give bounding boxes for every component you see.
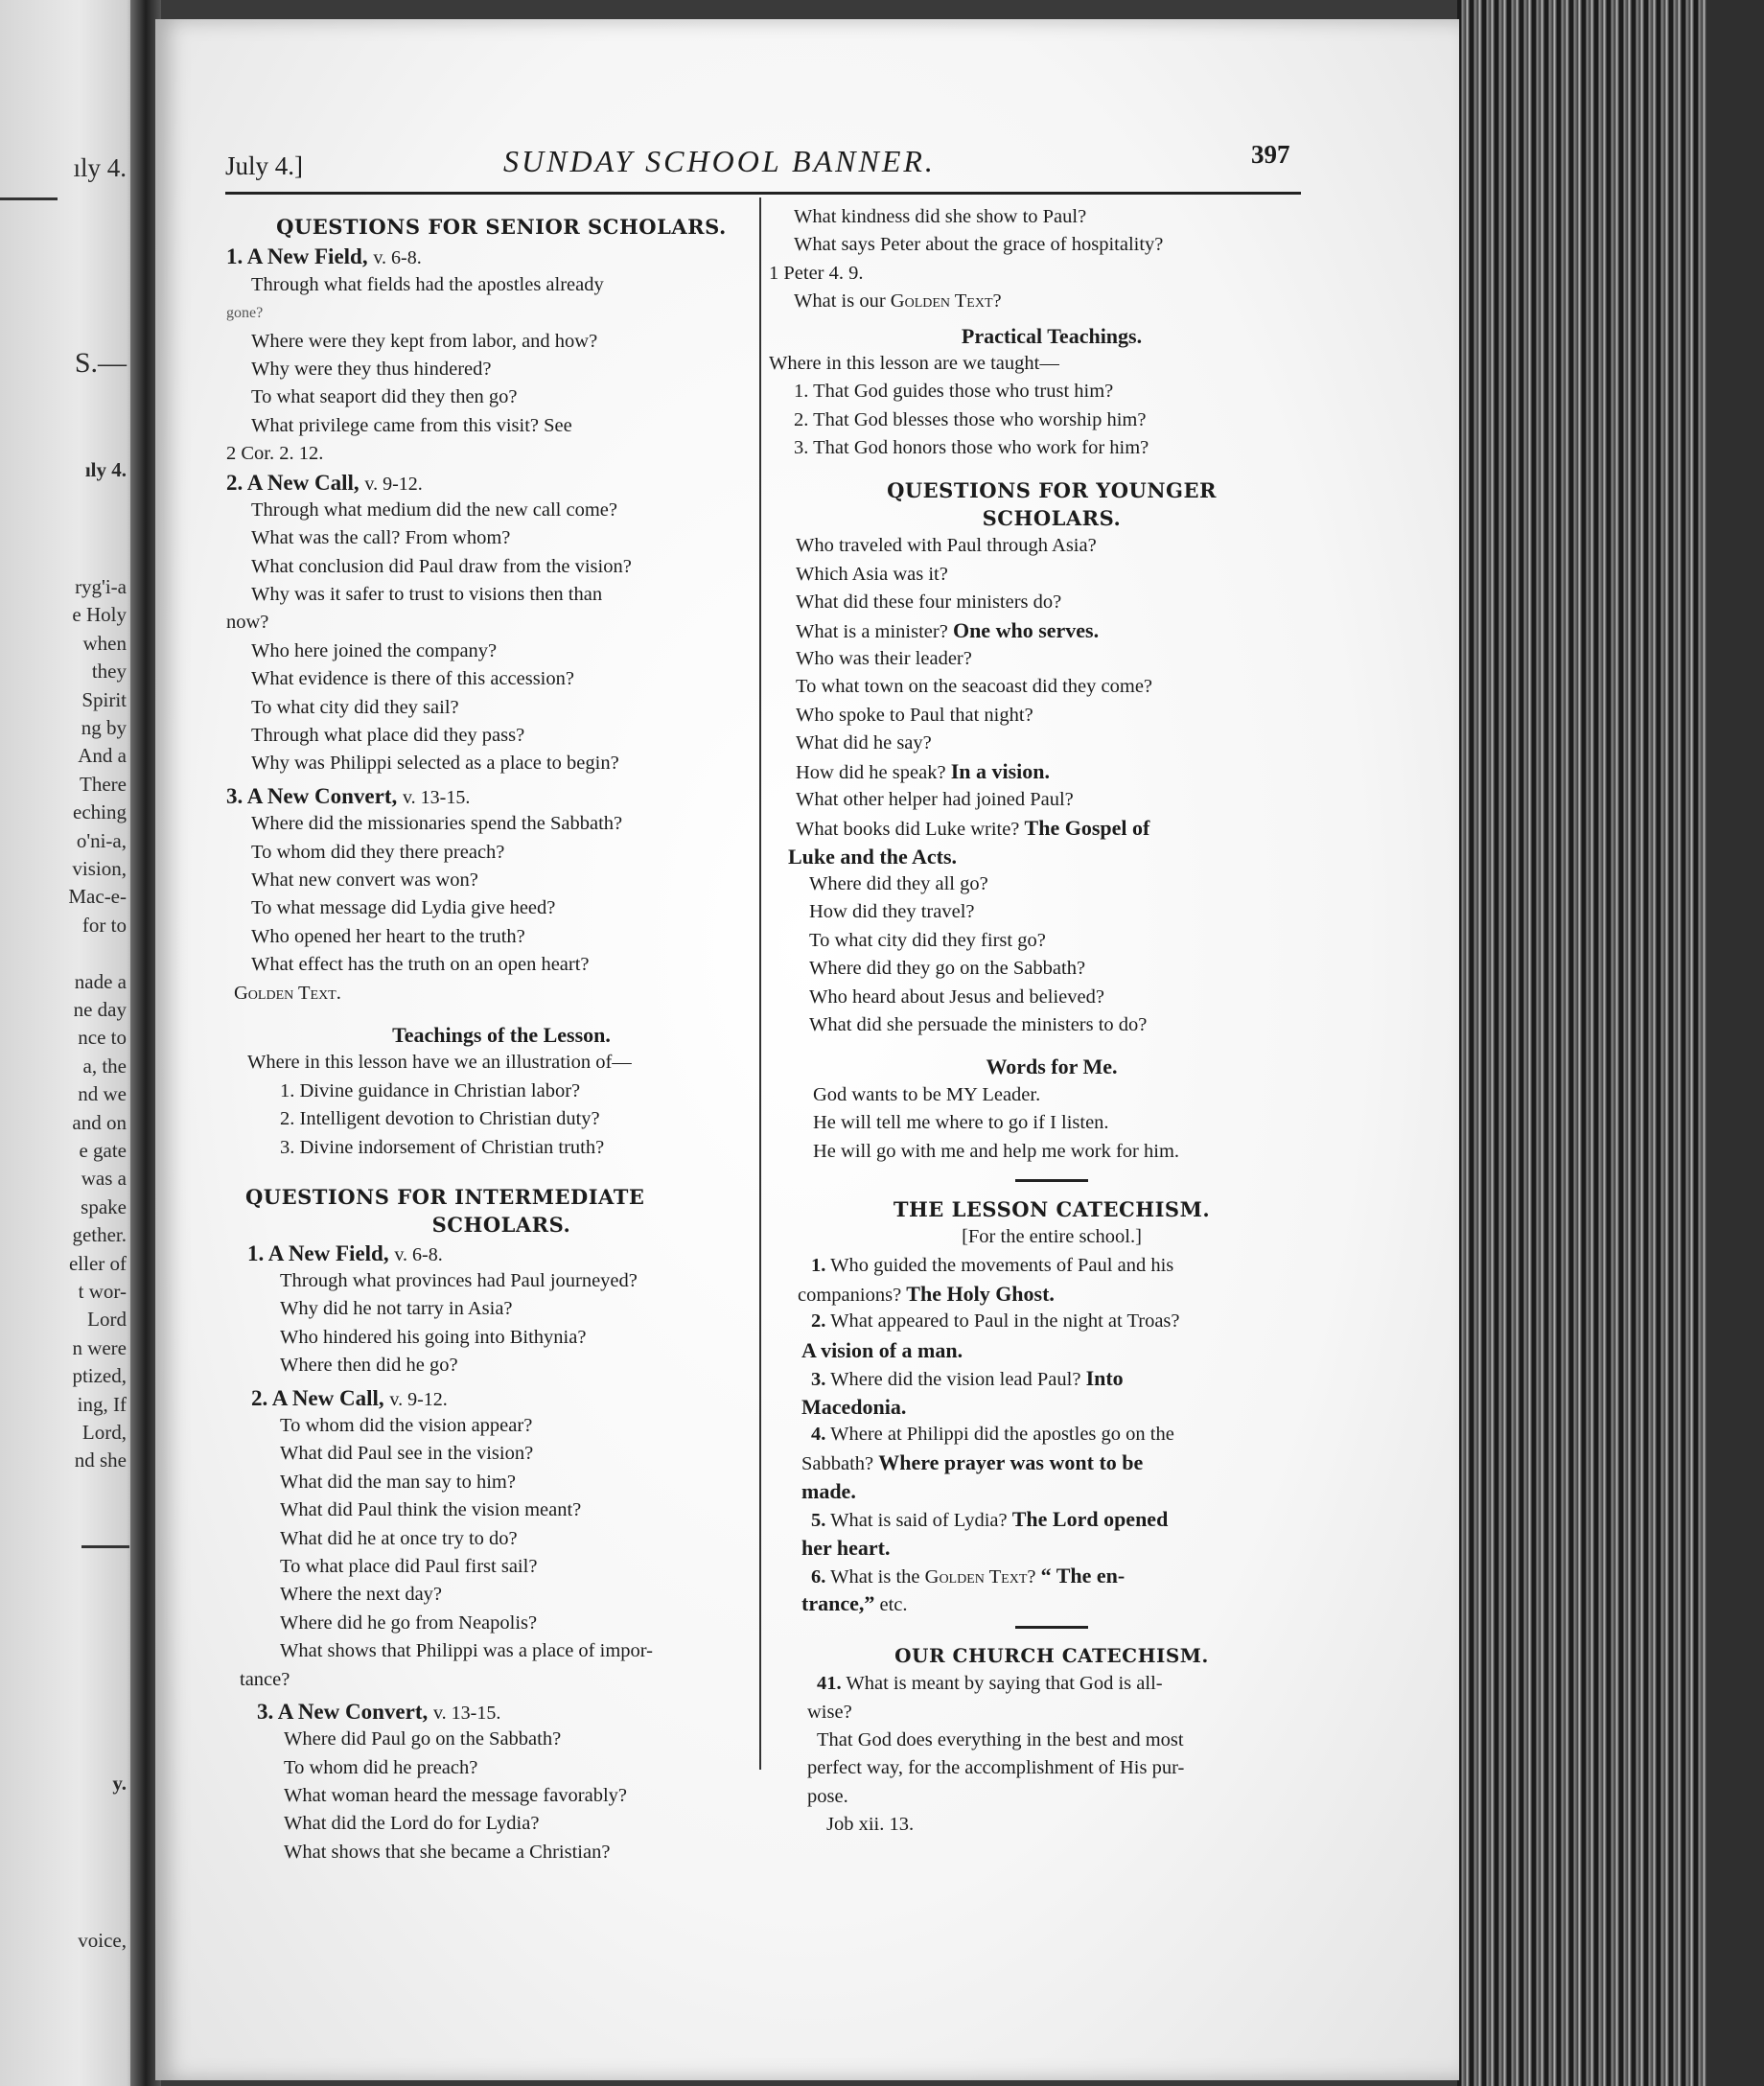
question	[226, 271, 777, 299]
question: Who was their leader?	[796, 647, 972, 669]
question-number: 3.	[811, 1369, 826, 1391]
catechism-heading: THE LESSON CATECHISM.	[893, 1196, 1211, 1221]
left-line-fragment: was a	[81, 1167, 127, 1191]
question-text: How did he speak?	[796, 762, 946, 784]
answer: Where prayer was wont to be	[878, 1450, 1144, 1475]
left-line-fragment: ng by	[81, 716, 127, 739]
question: gone?	[226, 305, 264, 322]
practical-heading: Practical Teachings.	[961, 323, 1143, 348]
question: Who hindered his going into Bithynia?	[280, 1326, 587, 1348]
question: What was the call? From whom?	[251, 527, 511, 549]
question: Through what place did they pass?	[251, 725, 525, 747]
question: What other helper had joined Paul?	[796, 788, 1074, 810]
question-number: 4.	[811, 1424, 826, 1446]
question: Which Asia was it?	[796, 563, 948, 585]
question-number: 1.	[811, 1254, 826, 1276]
church-heading: OUR CHURCH CATECHISM.	[894, 1643, 1209, 1667]
younger-heading: QUESTIONS FOR YOUNGER	[887, 477, 1217, 502]
golden-text-label: Golden Text	[890, 290, 993, 313]
intermediate-heading	[226, 1183, 777, 1211]
answer: The Lord opened	[1011, 1507, 1169, 1532]
answer: made.	[801, 1478, 856, 1503]
left-line-fragment: nade a	[74, 969, 127, 993]
question: To whom did they there preach?	[251, 841, 505, 863]
words-line: God wants to be MY Leader.	[813, 1083, 1041, 1105]
teachings-heading: Teachings of the Lesson.	[392, 1022, 611, 1047]
section-title-text: 2. A New Call,	[251, 1385, 384, 1410]
question: What did the man say to him?	[280, 1471, 516, 1493]
question: Where the next day?	[280, 1584, 443, 1606]
teaching-item: 3. Divine indorsement of Christian truth?	[280, 1136, 605, 1158]
left-line-fragment: a, the	[82, 1054, 127, 1078]
right-column	[769, 203, 1335, 1839]
left-line-fragment: eller of	[68, 1251, 127, 1275]
question: What effect has the truth on an open heart?	[251, 954, 590, 976]
question: Where did they all go?	[809, 872, 988, 894]
answer: “ The en-	[1040, 1563, 1126, 1588]
question-text: What is the	[830, 1565, 920, 1588]
answer: Macedonia.	[801, 1394, 907, 1419]
question	[769, 616, 1335, 644]
question-mark: ?	[992, 290, 1002, 313]
question: To what message did Lydia give heed?	[251, 897, 556, 919]
teaching-item: 1. Divine guidance in Christian labor?	[280, 1079, 581, 1101]
question: To whom did the vision appear?	[280, 1415, 533, 1437]
question	[769, 814, 1335, 842]
question: What did she persuade the ministers to do?	[809, 1013, 1148, 1035]
question: What did Paul think the vision meant?	[280, 1499, 582, 1521]
section-title	[226, 1240, 777, 1267]
question: To what place did Paul first sail?	[280, 1555, 538, 1577]
question: Where were they kept from labor, and how?	[251, 330, 598, 352]
section-title-text: 1. A New Field,	[226, 244, 368, 269]
answer-suffix: etc.	[879, 1594, 908, 1616]
header-rule	[225, 192, 1301, 195]
left-line-fragment: nce to	[78, 1026, 127, 1050]
question: What says Peter about the grace of hospitality?	[794, 234, 1164, 256]
church-question	[769, 1670, 1335, 1698]
question: Where did he go from Neapolis?	[280, 1611, 538, 1634]
intermediate-heading-2: SCHOLARS.	[431, 1213, 571, 1238]
question-text: What is meant by saying that God is all-	[846, 1673, 1163, 1695]
intermediate-heading-text: QUESTIONS FOR INTERMEDIATE	[245, 1184, 645, 1209]
words-line: He will go with me and help me work for him.	[813, 1140, 1180, 1162]
catechism-question	[769, 1252, 1335, 1280]
section-title-text: 3. A New Convert,	[226, 783, 398, 808]
words-line: He will tell me where to go if I listen.	[813, 1112, 1109, 1134]
question: What did the Lord do for Lydia?	[284, 1813, 540, 1835]
left-line-fragment: when	[82, 631, 127, 655]
answer: In a vision.	[950, 759, 1051, 784]
question: What privilege came from this visit? See	[251, 414, 572, 436]
question: Where then did he go?	[280, 1355, 458, 1377]
practical-item: 3. That God honors those who work for him?	[794, 437, 1149, 459]
practical-intro: Where in this lesson are we taught—	[769, 352, 1059, 374]
question: 2 Cor. 2. 12.	[226, 443, 324, 465]
question-text: Where at Philippi did the apostles go on the	[830, 1424, 1174, 1446]
practical-item: 1. That God guides those who trust him?	[794, 381, 1114, 403]
section-title	[226, 1698, 777, 1726]
left-line-fragment: e gate	[79, 1139, 127, 1162]
question: To whom did he preach?	[284, 1756, 478, 1778]
question: What did Paul see in the vision?	[280, 1443, 534, 1465]
question-text: Who guided the movements of Paul and his	[830, 1254, 1174, 1276]
answer: The Gospel of	[1024, 816, 1150, 841]
church-answer: That God does everything in the best and most	[817, 1728, 1184, 1750]
section-ref: v. 9-12.	[389, 1388, 448, 1410]
golden-text-ref: Golden Text.	[234, 982, 341, 1004]
question: What shows that she became a Christian?	[284, 1841, 611, 1863]
section-title-text: 1. A New Field,	[247, 1240, 389, 1265]
senior-heading: QUESTIONS FOR SENIOR SCHOLARS.	[276, 215, 727, 239]
catechism-question	[769, 1505, 1335, 1533]
section-rule	[1015, 1626, 1088, 1629]
question: now?	[226, 612, 269, 634]
catechism-subheading: [For the entire school.]	[962, 1226, 1142, 1248]
question: Why was it safer to trust to visions then than	[251, 584, 603, 606]
question: What did these four ministers do?	[796, 591, 1062, 614]
left-line-fragment: ing, If	[77, 1392, 127, 1416]
answer: Into	[1085, 1366, 1124, 1391]
left-line-fragment: And a	[78, 744, 127, 768]
question: Where did Paul go on the Sabbath?	[284, 1728, 562, 1750]
section-title	[226, 782, 777, 810]
golden-text-label: Golden Text	[924, 1565, 1028, 1588]
question: Through what provinces had Paul journeyed?	[280, 1270, 638, 1292]
question-text: What is our	[794, 290, 886, 313]
left-line-fragment: ne day	[73, 998, 127, 1021]
question: Who heard about Jesus and believed?	[809, 985, 1104, 1008]
church-ref: Job xii. 13.	[826, 1814, 915, 1836]
question: Who spoke to Paul that night?	[796, 704, 1033, 726]
left-bottom-fragment: y.	[112, 1772, 127, 1795]
question: What evidence is there of this accession?	[251, 668, 574, 690]
question: Who here joined the company?	[251, 639, 498, 661]
question	[769, 288, 1335, 315]
left-page-fragment	[0, 0, 144, 2086]
left-line-fragment: o'ni-a,	[76, 828, 127, 852]
question-number: 6.	[811, 1565, 826, 1588]
left-line-fragment: Mac-e-	[68, 885, 127, 909]
question-mark: ?	[1027, 1565, 1036, 1588]
left-line-fragment: they	[91, 660, 127, 684]
catechism-question	[769, 1562, 1335, 1589]
left-line-fragment: There	[80, 772, 127, 796]
teachings-intro: Where in this lesson have we an illustration of—	[247, 1052, 632, 1074]
question: What shows that Philippi was a place of impor-	[280, 1640, 654, 1662]
left-line-fragment: nd we	[78, 1082, 127, 1106]
section-rule	[1015, 1179, 1088, 1182]
left-line-fragment: n were	[72, 1335, 127, 1359]
question: Why were they thus hindered?	[251, 358, 492, 380]
church-answer: pose.	[807, 1785, 848, 1807]
question: Why was Philippi selected as a place to begin?	[251, 753, 619, 775]
church-answer: perfect way, for the accomplishment of His pur-	[807, 1757, 1185, 1779]
left-line-fragment: Lord,	[81, 1421, 127, 1444]
left-line-fragment: vision,	[72, 857, 127, 880]
left-rule	[81, 1545, 129, 1548]
question: What did he say?	[796, 732, 932, 754]
question-text: Sabbath?	[801, 1453, 874, 1475]
question: tance?	[240, 1668, 290, 1690]
left-header-fragment: ıly 4.	[73, 153, 127, 182]
catechism-question	[769, 1280, 1335, 1308]
catechism-question	[769, 1449, 1335, 1476]
answer: Luke and the Acts.	[788, 844, 958, 869]
answer: The Holy Ghost.	[906, 1282, 1055, 1307]
answer: trance,”	[801, 1591, 875, 1616]
younger-heading-2: SCHOLARS.	[982, 505, 1122, 530]
question-text: Where did the vision lead Paul?	[830, 1369, 1081, 1391]
question: What new convert was won?	[251, 869, 478, 891]
answer: A vision of a man.	[801, 1337, 963, 1362]
question	[769, 757, 1335, 785]
section-title	[226, 1384, 777, 1412]
question: 1 Peter 4. 9.	[769, 262, 864, 284]
left-line-fragment: Lord	[87, 1308, 127, 1332]
question-text: companions?	[798, 1285, 902, 1307]
page-number: 397	[1251, 140, 1290, 169]
practical-item: 2. That God blesses those who worship him?	[794, 408, 1147, 430]
question: What woman heard the message favorably?	[284, 1785, 628, 1807]
question: To what city did they first go?	[809, 929, 1046, 951]
section-title	[226, 243, 777, 270]
catechism-question	[769, 1308, 1335, 1335]
answer: One who serves.	[952, 618, 1100, 643]
church-question: wise?	[807, 1701, 852, 1723]
left-line-fragment: ryg'i-a	[75, 575, 127, 598]
section-ref: v. 6-8.	[373, 247, 422, 269]
left-line-fragment: ptized,	[72, 1364, 127, 1388]
left-line-fragment: spake	[81, 1194, 127, 1218]
question-number: 5.	[811, 1510, 826, 1532]
section-title-text: 2. A New Call,	[226, 470, 360, 495]
question-number: 41.	[817, 1673, 842, 1695]
left-line-fragment: and on	[72, 1110, 127, 1134]
left-column	[226, 203, 777, 1866]
question-text: What is a minister?	[796, 621, 948, 643]
question: Who opened her heart to the truth?	[251, 925, 525, 947]
question: To what seaport did they then go?	[251, 386, 518, 408]
section-ref: v. 6-8.	[394, 1243, 443, 1265]
section-ref: v. 13-15.	[402, 786, 471, 808]
page-edges	[1457, 0, 1764, 2086]
question-text: What is said of Lydia?	[830, 1510, 1008, 1532]
teaching-item: 2. Intelligent devotion to Christian duty?	[280, 1108, 600, 1130]
left-label-fragment: ıly 4.	[84, 458, 127, 481]
question: What did he at once try to do?	[280, 1527, 518, 1549]
section-title-text: 3. A New Convert,	[257, 1699, 429, 1724]
catechism-question	[769, 1364, 1335, 1392]
question: Who traveled with Paul through Asia?	[796, 535, 1097, 557]
question: How did they travel?	[809, 901, 975, 923]
question-text: Through what fields had the apostles already	[251, 273, 604, 295]
left-line-fragment: gether.	[72, 1223, 127, 1247]
catechism-question	[769, 1421, 1335, 1449]
question: Where did they go on the Sabbath?	[809, 958, 1086, 980]
section-title	[226, 469, 777, 497]
header-date: July 4.]	[225, 151, 303, 180]
answer-line	[769, 1589, 1335, 1617]
left-line-fragment: Spirit	[81, 687, 127, 711]
answer: her heart.	[801, 1535, 891, 1560]
question: What kindness did she show to Paul?	[794, 206, 1087, 227]
section-ref: v. 13-15.	[432, 1702, 501, 1724]
left-line-fragment: nd she	[74, 1449, 127, 1472]
question: What conclusion did Paul draw from the vision?	[251, 555, 632, 577]
question: To what city did they sail?	[251, 696, 459, 718]
left-bottom-fragment: voice,	[78, 1929, 127, 1952]
left-header-rule	[0, 197, 58, 200]
question-text: What appeared to Paul in the night at Troas?	[830, 1310, 1180, 1333]
question-number: 2.	[811, 1310, 826, 1333]
left-line-fragment: t wor-	[78, 1280, 127, 1303]
question: Why did he not tarry in Asia?	[280, 1298, 513, 1320]
words-heading: Words for Me.	[986, 1055, 1118, 1079]
question: To what town on the seacoast did they come?	[796, 676, 1153, 698]
left-section-fragment: S.—	[74, 347, 127, 379]
question: Through what medium did the new call come?	[251, 498, 617, 521]
left-line-fragment: eching	[73, 800, 127, 824]
section-ref: v. 9-12.	[364, 473, 423, 495]
left-line-fragment: for to	[81, 913, 127, 937]
header-title: SUNDAY SCHOOL BANNER.	[503, 144, 936, 178]
question-text: What books did Luke write?	[796, 819, 1020, 841]
question: Where did the missionaries spend the Sabbath?	[251, 813, 623, 835]
left-line-fragment: e Holy	[72, 603, 127, 627]
